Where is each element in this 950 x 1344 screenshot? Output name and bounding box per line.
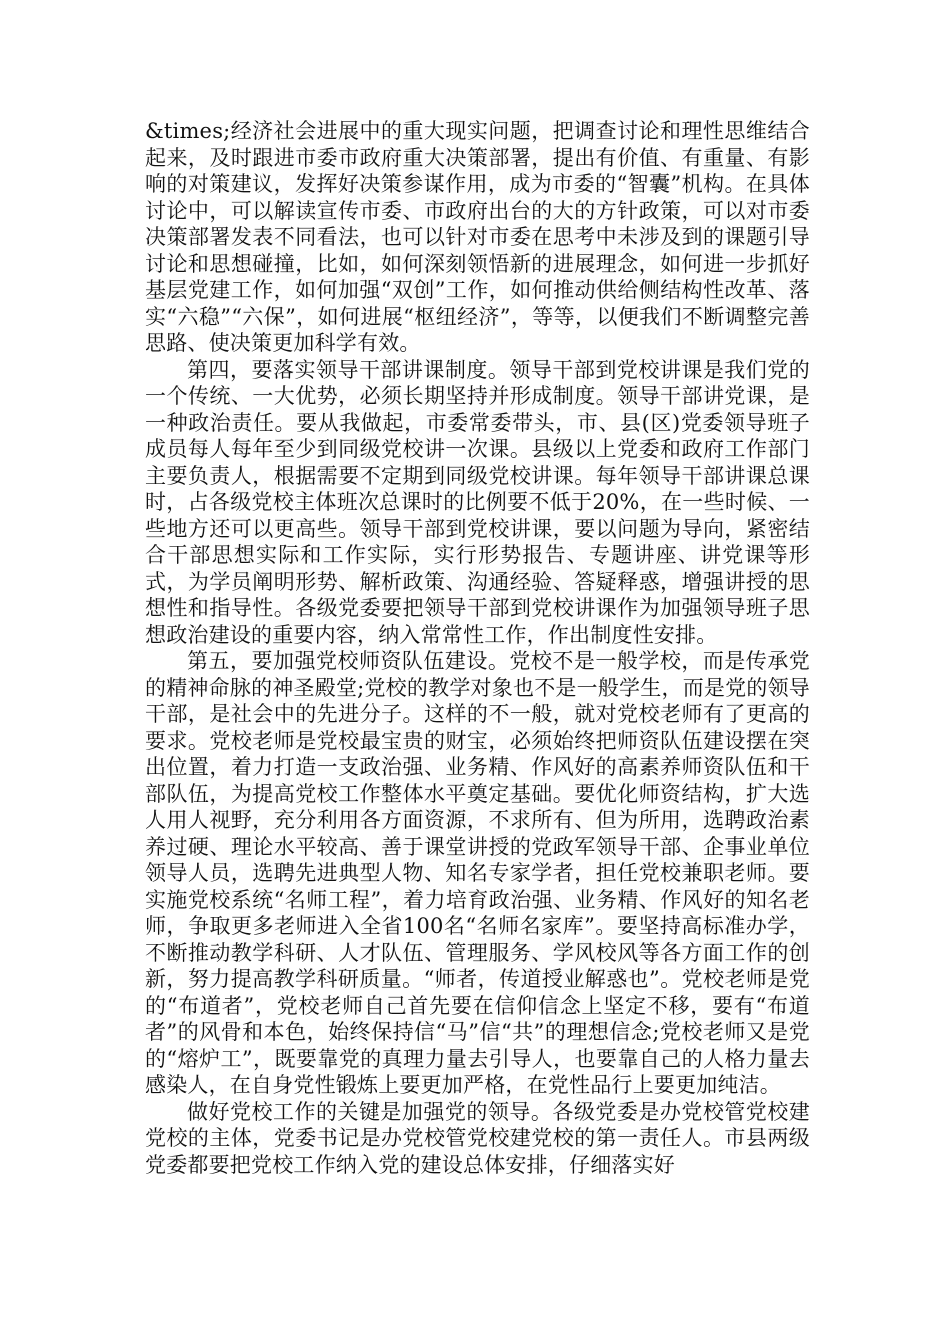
paragraph-party-leadership: 做好党校工作的关键是加强党的领导。各级党委是办党校管党校建党校的主体，党委书记是办党校管党校建党校的第一责任人。市县两级党委都要把党校工作纳入党的建设总体安排，仔细落实好 (145, 1099, 810, 1177)
paragraph-fifth-faculty-building: 第五，要加强党校师资队伍建设。党校不是一般学校，而是传承党的精神命脉的神圣殿堂;党校的教学对象也不是一般学生，而是党的领导干部，是社会中的先进分子。这样的不一般，就对党校老师有了更高的要求。党校老师是党校最宝贵的财宝，必须始终把师资队伍建设摆在突出位置，着力打造一支政治强、业务精、作风好的高素养师资队伍和干部队伍，为提高党校工作整体水平奠定基础。要优化师资结构，扩大选人用人视野，充分利用各方面资源，不求所有、但为所用，选聘政治素养过硬、理论水平较高、善于课堂讲授的党政军领导干部、企事业单位领导人员，选聘先进典型人物、知名专家学者，担任党校兼职老师。要实施党校系统“名师工程”，着力培育政治强、业务精、作风好的知名老师，争取更多老师进入全省100名“名师名家库”。要坚持高标准办学，不断推动教学科研、人才队伍、管理服务、学风校风等各方面工作的创新，努力提高教学科研质量。“师者，传道授业解惑也”。党校老师是党的“布道者”，党校老师自己首先要在信仰信念上坚定不移，要有“布道者”的风骨和本色，始终保持信“马”信“共”的理想信念;党校老师又是党的“熔炉工”，既要靠党的真理力量去引导人，也要靠自己的人格力量去感染人，在自身党性锻炼上要更加严格，在党性品行上要更加纯洁。 (145, 649, 810, 1097)
paragraph-fourth-leader-lectures: 第四，要落实领导干部讲课制度。领导干部到党校讲课是我们党的一个传统、一大优势，必须长期坚持并形成制度。领导干部讲党课，是一种政治责任。要从我做起，市委常委带头，市、县(区)党委领导班子成员每人每年至少到同级党校讲一次课。县级以上党委和政府工作部门主要负责人，根据需要不定期到同级党校讲课。每年领导干部讲课总课时，占各级党校主体班次总课时的比例要不低于20%，在一些时候、一些地方还可以更高些。领导干部到党校讲课，要以问题为导向，紧密结合干部思想实际和工作实际，实行形势报告、专题讲座、讲党课等形式，为学员阐明形势、解析政策、沟通经验、答疑释惑，增强讲授的思想性和指导性。各级党委要把领导干部到党校讲课作为加强领导班子思想政治建设的重要内容，纳入常常性工作，作出制度性安排。 (145, 357, 810, 647)
document-body (145, 118, 810, 1178)
paragraph-decision-advisory: &times;经济社会进展中的重大现实问题，把调查讨论和理性思维结合起来，及时跟进市委市政府重大决策部署，提出有价值、有重量、有影响的对策建议，发挥好决策参谋作用，成为市委的“智囊”机构。在具体讨论中，可以解读宣传市委、市政府出台的大的方针政策，可以对市委决策部署发表不同看法，也可以针对市委在思考中未涉及到的课题引导讨论和思想碰撞，比如，如何深刻领悟新的进展理念，如何进一步抓好基层党建工作，如何加强“双创”工作，如何推动供给侧结构性改革、落实“六稳”“六保”，如何进展“枢纽经济”，等等，以便我们不断调整完善思路、使决策更加科学有效。 (145, 119, 810, 355)
